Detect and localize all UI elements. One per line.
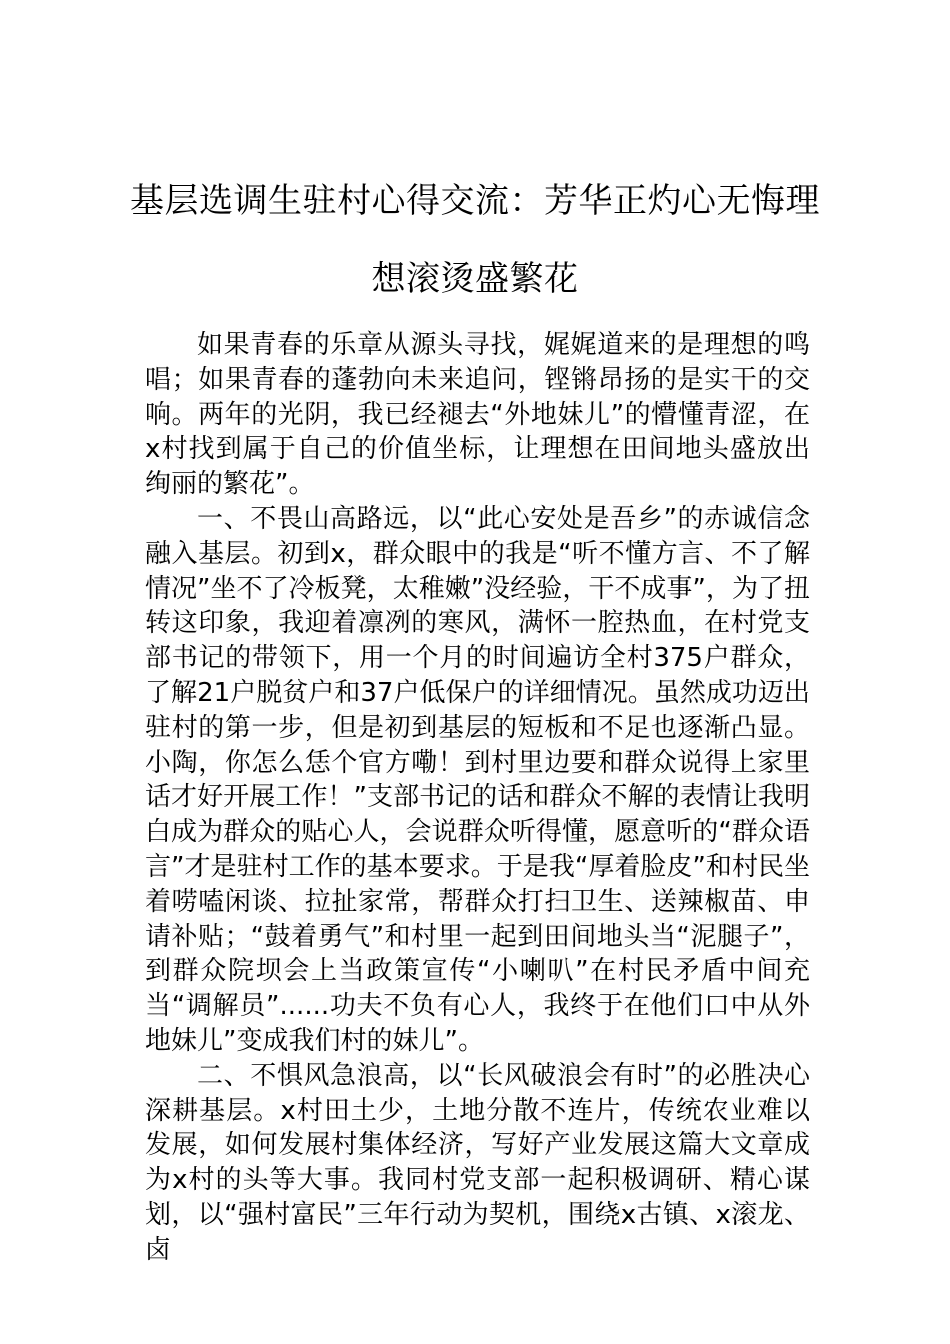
paragraph-section-one: 一、不畏山高路远，以“此心安处是吾乡”的赤诚信念融入基层。初到x，群众眼中的我是“听不懂方言、不了解情况”坐不了冷板凳，太稚嫩”没经验，干不成事”，为了扭转这印象，我迎着凛冽的寒风，满怀一腔热血，在村党支部书记的带领下，用一个月的时间遍访全村375户群众，了解21户脱贫户和37户低保户的详细情况。虽然成功迈出驻村的第一步，但是初到基层的短板和不足也逐渐凸显。小陶，你怎么恁个官方嘞！到村里边要和群众说得上家里话才好开展工作！”支部书记的话和群众不解的表情让我明白成为群众的贴心人，会说群众听得懂，愿意听的“群众语言”才是驻村工作的基本要求。于是我“厚着脸皮”和村民坐着唠嗑闲谈、拉扯家常，帮群众打扫卫生、送辣椒苗、申请补贴；“鼓着勇气”和村里一起到田间地头当“泥腿子”，到群众院坝会上当政策宣传“小喇叭”在村民矛盾中间充当“调解员”......功夫不负有心人，我终于在他们口中从外地妹儿”变成我们村的妹儿”。 [145,503,810,1056]
paragraph-section-two: 二、不惧风急浪高，以“长风破浪会有时”的必胜决心深耕基层。x村田土少，土地分散不连片，传统农业难以发展，如何发展村集体经济，写好产业发展这篇大文章成为x村的头等大事。我同村党支部一起积极调研、精心谋划，以“强村富民”三年行动为契机，围绕x古镇、x滚龙、卤 [145,1060,810,1265]
document-body [145,328,810,1268]
paragraph-intro: 如果青春的乐章从源头寻找，娓娓道来的是理想的鸣唱；如果青春的蓬勃向未来追问，铿锵昂扬的是实干的交响。两年的光阴，我已经褪去“外地妹儿”的懵懂青涩，在x村找到属于自己的价值坐标，让理想在田间地头盛放出绚丽的繁花”。 [145,330,810,500]
document-title: 基层选调生驻村心得交流：芳华正灼心无悔理想滚烫盛繁花 [130,181,820,299]
